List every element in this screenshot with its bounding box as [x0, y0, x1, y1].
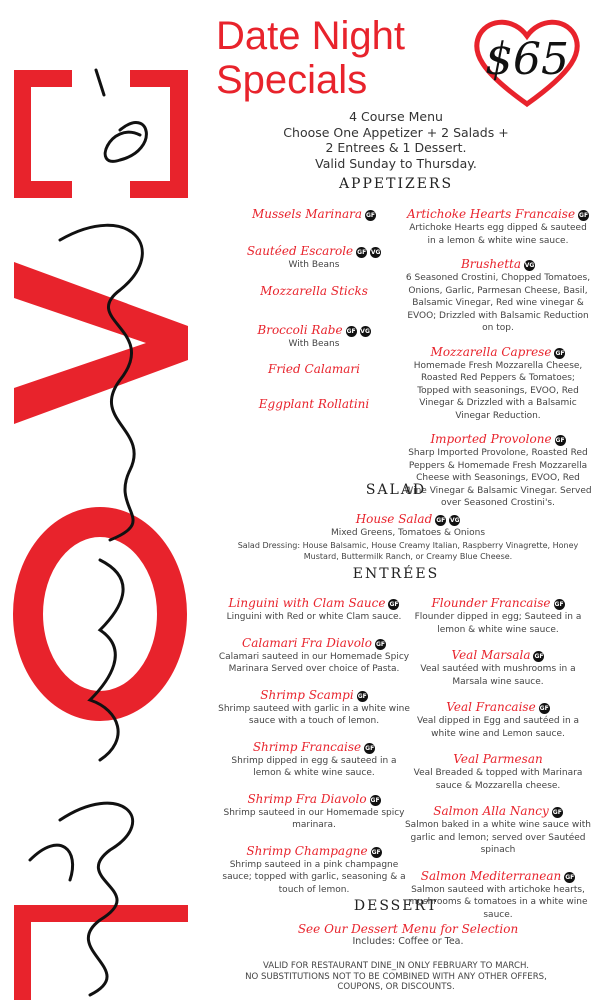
- item-name: See Our Dessert Menu for Selection: [297, 922, 519, 936]
- menu-item: [218, 632, 410, 676]
- section-dessert: DESSERT: [353, 898, 439, 914]
- item-description: Includes: Coffee or Tea.: [352, 936, 464, 947]
- item-description: With Beans: [288, 260, 340, 270]
- item-description: Flounder dipped in egg; Sauteed in a lemon & white wine sauce.: [414, 612, 582, 635]
- item-name: House Salad: [355, 512, 433, 526]
- appetizers-left-column: [224, 203, 404, 420]
- item-description: Shrimp sauteed in our Homemade spicy marinara.: [223, 807, 405, 830]
- menu-item: [218, 684, 410, 728]
- menu-item: [218, 736, 410, 780]
- item-name: Linguini with Clam Sauce: [228, 596, 386, 610]
- menu-item: [218, 592, 410, 624]
- item-name: Veal Marsala: [451, 648, 531, 662]
- item-name: Imported Provolone: [430, 432, 552, 446]
- item-name: Shrimp Champagne: [246, 843, 368, 858]
- item-description: Homemade Fresh Mozzarella Cheese, Roasted Red Peppers & Tomatoes; Topped with seasonings, EVOO, Red Vinegar & Drizzled with a Balsamic Vinegar Reduction.: [413, 360, 583, 421]
- menu-item: [224, 393, 404, 412]
- item-name: Calamari Fra Diavolo: [242, 635, 372, 650]
- menu-footer: [200, 961, 592, 993]
- item-name: Salmon Alla Nancy: [433, 804, 549, 818]
- footer-line: COUPONS, OR DISCOUNTS.: [337, 982, 455, 992]
- item-name: Shrimp Fra Diavolo: [247, 791, 367, 806]
- item-name: Mozzarella Sticks: [260, 283, 368, 298]
- gf-icon: GF: [389, 601, 399, 608]
- salad-item: [224, 508, 592, 562]
- menu-title: [216, 14, 405, 102]
- item-description: Calamari sauteed in our Homemade Spicy Marinara Served over choice of Pasta.: [218, 651, 410, 674]
- vg-icon: VG: [370, 249, 381, 256]
- item-name: Sautéed Escarole: [246, 244, 354, 258]
- item-name: Shrimp Scampi: [260, 687, 354, 702]
- price-heart: [462, 12, 592, 112]
- salad-dressing: Salad Dressing: House Balsamic, House Creamy Italian, Raspberry Vinagrette, Honey Mustard, Buttermilk Ranch, or Creamy Blue Cheese.: [237, 540, 579, 561]
- section-salad: SALAD: [365, 482, 427, 498]
- menu-item: [224, 240, 404, 272]
- menu-item: [404, 644, 592, 688]
- item-name: Salmon Mediterranean: [420, 868, 562, 883]
- intro-line: Choose One Appetizer + 2 Salads +: [283, 124, 509, 140]
- item-description: Salmon sauteed with artichoke hearts, mushrooms & tomatoes in a white wine sauce.: [408, 884, 588, 920]
- gf-icon: GF: [555, 349, 565, 357]
- vg-icon: VG: [524, 262, 535, 269]
- item-description: Veal Breaded & topped with Marinara sauce & Mozzarella cheese.: [413, 768, 583, 791]
- vg-icon: VG: [449, 517, 460, 524]
- gf-icon: GF: [554, 601, 564, 608]
- item-name: Mozzarella Caprese: [430, 344, 552, 359]
- vg-icon: VG: [360, 327, 370, 335]
- letter-o-graphic: [28, 522, 172, 706]
- entrees-right-column: [404, 592, 592, 929]
- section-appetizers: APPETIZERS: [338, 176, 454, 192]
- item-description: Sharp Imported Provolone, Roasted Red Peppers & Homemade Fresh Mozzarella Cheese with Seasonings, EVOO, Red Wine Vinegar & Balsamic Vinegar. Served over Seasoned Crostini's.: [404, 448, 592, 508]
- gf-icon: GF: [552, 809, 562, 816]
- item-description: Veal sautéed with mushrooms in a Marsala wine sauce.: [420, 664, 576, 687]
- gf-icon: GF: [436, 517, 446, 524]
- item-name: Veal Francaise: [446, 700, 536, 714]
- dessert-item: [224, 922, 592, 949]
- item-name: Shrimp Francaise: [252, 739, 362, 754]
- item-description: Shrimp dipped in egg & sauteed in a lemon & white wine sauce.: [231, 755, 397, 778]
- menu-item: [404, 592, 592, 636]
- gf-icon: GF: [534, 653, 544, 660]
- gf-icon: GF: [555, 437, 565, 444]
- gf-icon: GF: [375, 640, 385, 648]
- item-description: Shrimp sauteed in a pink champagne sauce; topped with garlic, seasoning & a touch of lemon.: [222, 859, 406, 895]
- section-entrees: ENTRÉES: [352, 566, 440, 582]
- menu-item: [224, 203, 404, 222]
- item-name: Artichoke Hearts Francaise: [406, 207, 576, 221]
- menu-intro: [200, 109, 592, 171]
- item-name: Flounder Francaise: [431, 596, 551, 610]
- item-name: Mussels Marinara: [251, 207, 363, 221]
- menu-item: [218, 840, 410, 897]
- gf-icon: GF: [346, 327, 356, 335]
- footer-line: NO SUBSTITUTIONS NOT TO BE COMBINED WITH ANY OTHER OFFERS,: [245, 971, 547, 982]
- price-text: $65: [485, 34, 569, 85]
- gf-icon: GF: [539, 705, 549, 712]
- letter-v-graphic: [14, 262, 188, 424]
- menu-item: [404, 800, 592, 857]
- item-name: Broccoli Rabe: [257, 322, 343, 337]
- gf-icon: GF: [370, 796, 380, 804]
- gf-icon: GF: [365, 744, 375, 752]
- item-description: Linguini with Red or white Clam sauce.: [226, 612, 402, 622]
- item-name: Fried Calamari: [268, 362, 360, 376]
- menu-item: [224, 319, 404, 351]
- gf-icon: GF: [371, 848, 381, 856]
- menu-item: [224, 358, 404, 377]
- item-description: Shrimp sauteed with garlic in a white wine sauce with a touch of lemon.: [218, 703, 410, 726]
- intro-line: 4 Course Menu: [349, 109, 443, 124]
- item-description: Artichoke Hearts egg dipped & sauteed in a lemon & white wine sauce.: [409, 223, 587, 246]
- menu-item: [224, 280, 404, 299]
- title-line-2: Specials: [216, 58, 368, 102]
- item-name: Veal Parmesan: [453, 752, 543, 766]
- gf-icon: GF: [366, 212, 376, 219]
- gf-icon: GF: [357, 692, 367, 700]
- item-description: 6 Seasoned Crostini, Chopped Tomatoes, Onions, Garlic, Parmesan Cheese, Basil, Balsamic Vinegar, Red wine vinegar & EVOO; Drizzled with Balsamic Reduction on top.: [405, 273, 591, 333]
- item-name: Eggplant Rollatini: [258, 397, 370, 411]
- intro-line: Valid Sunday to Thursday.: [315, 155, 477, 171]
- menu-item: [404, 203, 592, 247]
- menu-item: [404, 253, 592, 335]
- menu-item: [404, 748, 592, 792]
- gf-icon: GF: [565, 873, 575, 881]
- menu-item: [218, 788, 410, 832]
- entrees-left-column: [218, 592, 410, 904]
- menu-item: [404, 696, 592, 740]
- intro-line: 2 Entrees & 1 Dessert.: [325, 140, 467, 155]
- footer-line: VALID FOR RESTAURANT DINE_IN ONLY FEBRUARY TO MARCH.: [262, 961, 530, 971]
- love-decoration: [0, 0, 200, 1000]
- gf-icon: GF: [579, 212, 589, 219]
- item-description: Veal dipped in Egg and sautéed in a white wine and Lemon sauce.: [416, 716, 580, 739]
- gf-icon: GF: [357, 249, 367, 256]
- item-description: Mixed Greens, Tomatoes & Onions: [330, 528, 486, 538]
- item-description: Salmon baked in a white wine sauce with garlic and lemon; served over Sautéed spinach: [404, 820, 592, 855]
- menu-item: [404, 341, 592, 423]
- item-description: With Beans: [288, 338, 340, 349]
- appetizers-right-column: [404, 203, 592, 516]
- item-name: Brushetta: [460, 257, 522, 271]
- title-line-1: Date Night: [216, 14, 405, 58]
